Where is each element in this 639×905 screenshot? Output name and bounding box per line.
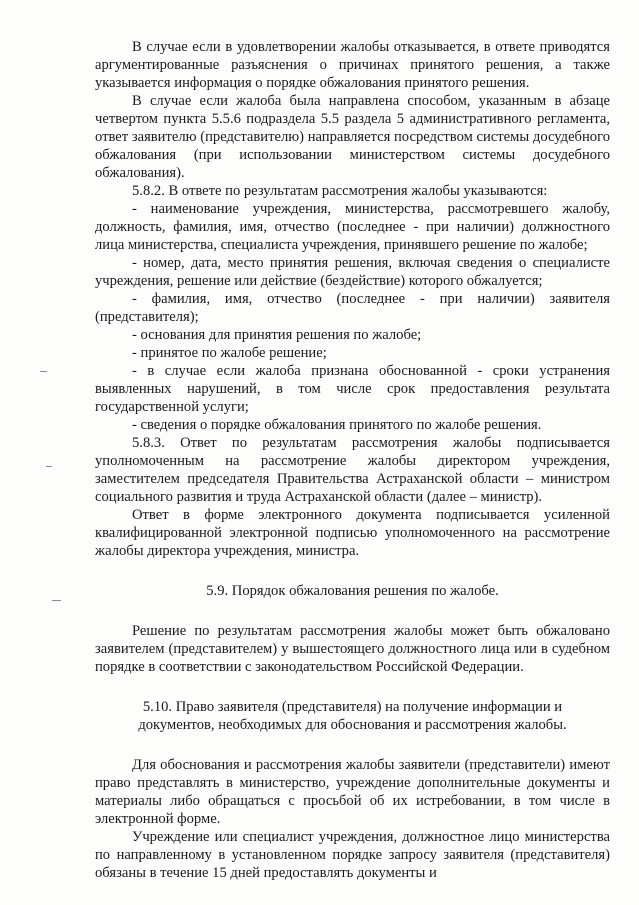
- list-item: - номер, дата, место принятия решения, включая сведения о специалисте учреждения, решение или действие (бездействие) которого обжалуется;: [95, 255, 610, 289]
- section-title: 5.10. Право заявителя (представителя) на получение информации и: [142, 699, 563, 715]
- paragraph: В случае если в удовлетворении жалобы отказывается, в ответе приводятся аргументированные разъяснения о причинах принятого решения, а также указывается информация о порядке обжалования принятого решения.: [95, 39, 610, 91]
- paragraph: Для обоснования и рассмотрения жалобы заявители (представители) имеют право представлять в министерство, учреждение дополнительные документы и материалы либо обращаться с просьбой об их истребовании, в том числе в электронной форме.: [95, 757, 610, 827]
- list-item: - основания для принятия решения по жалобе;: [132, 327, 422, 343]
- paragraph: В случае если жалоба была направлена способом, указанным в абзаце четвертом пункта 5.5.6 подраздела 5.5 раздела 5 административного регламента, ответ заявителю (представителю) направляется посредством системы досудебного обжалования (при использовании министерством системы досудебного обжалования).: [95, 93, 610, 181]
- list-item: - в случае если жалоба признана обоснованной - сроки устранения выявленных нарушений, в том числе срок предоставления результата государственной услуги;: [95, 363, 610, 415]
- paragraph: Решение по результатам рассмотрения жалобы может быть обжаловано заявителем (представителем) у вышестоящего должностного лица или в судебном порядке в соответствии с законодательством Российской Федерации.: [95, 623, 610, 675]
- paragraph: Учреждение или специалист учреждения, должностное лицо министерства по направленному в установленном порядке запросу заявителя (представителя) обязаны в течение 15 дней предоставлять документы и: [95, 829, 610, 881]
- scan-mark: [40, 371, 47, 372]
- list-item: - принятое по жалобе решение;: [132, 345, 327, 361]
- paragraph: 5.8.2. В ответе по результатам рассмотрения жалобы указываются:: [132, 183, 548, 199]
- document-body: [95, 38, 610, 882]
- scan-mark: [46, 466, 52, 467]
- paragraph: 5.8.3. Ответ по результатам рассмотрения жалобы подписывается уполномоченным на рассмотрение жалобы директором учреждения, заместителем председателя Правительства Астраханской области – министром социального развития и труда Астраханской области (далее – министр).: [95, 435, 610, 505]
- section-title: 5.9. Порядок обжалования решения по жалобе.: [206, 583, 499, 599]
- list-item: - фамилия, имя, отчество (последнее - при наличии) заявителя (представителя);: [95, 291, 610, 325]
- list-item: - сведения о порядке обжалования принятого по жалобе решения.: [132, 417, 542, 433]
- section-title: документов, необходимых для обоснования и рассмотрения жалобы.: [138, 717, 567, 733]
- paragraph: Ответ в форме электронного документа подписывается усиленной квалифицированной электронной подписью уполномоченного на рассмотрение жалобы директора учреждения, министра.: [95, 507, 610, 559]
- scan-mark: [52, 600, 61, 601]
- list-item: - наименование учреждения, министерства, рассмотревшего жалобу, должность, фамилия, имя, отчество (последнее - при наличии) должностного лица министерства, специалиста учреждения, принявшего решение по жалобе;: [95, 201, 610, 253]
